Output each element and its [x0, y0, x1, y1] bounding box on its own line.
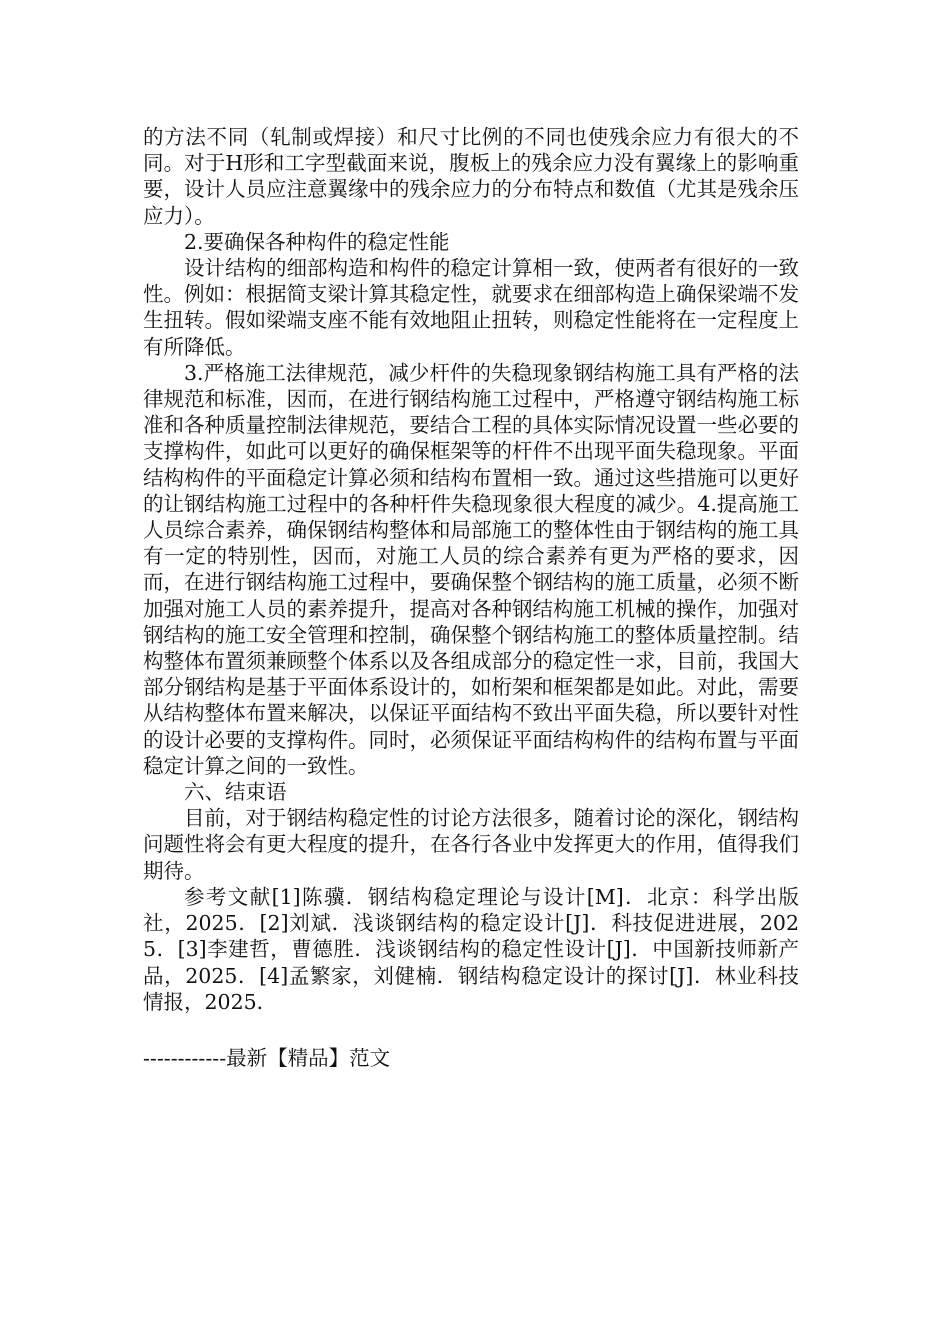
paragraph-construction-regulations: 3.严格施工法律规范，减少杆件的失稳现象钢结构施工具有严格的法律规范和标准，因而，在进行钢结构施工过程中，严格遵守钢结构施工标准和各种质量控制法律规范，要结合工程的具体实际情况设置一些必要的支撑构件，如此可以更好的确保框架等的杆件不出现平面失稳现象。平面结构构件的平面稳定计算必须和结构布置相一致。通过这些措施可以更好的让钢结构施工过程中的各种杆件失稳现象很大程度的减少。4.提高施工人员综合素养，确保钢结构整体和局部施工的整体性由于钢结构的施工具有一定的特别性，因而，对施工人员的综合素养有更为严格的要求，因而，在进行钢结构施工过程中，要确保整个钢结构的施工质量，必须不断加强对施工人员的素养提升，提高对各种钢结构施工机械的操作，加强对钢结构的施工安全管理和控制，确保整个钢结构施工的整体质量控制。结构整体布置须兼顾整个体系以及各组成部分的稳定性一求，目前，我国大部分钢结构是基于平面体系设计的，如桁架和框架都是如此。对此，需要从结构整体布置来解决，以保证平面结构不致出平面失稳，所以要针对性的设计必要的支撑构件。同时，必须保证平面结构构件的结构布置与平面稳定计算之间的一致性。	[143, 360, 799, 778]
paragraph-references: 参考文献[1]陈骥．钢结构稳定理论与设计[M]．北京：科学出版社，2025．[2]刘斌．浅谈钢结构的稳定设计[J]．科技促进进展，2025．[3]李建哲，曹德胜．浅谈钢结构的稳定性设计[J]．中国新技师新产品，2025．[4]孟繁家，刘健楠．钢结构稳定设计的探讨[J]．林业科技情报，2025．	[143, 884, 799, 1014]
paragraph-detail-construction: 设计结构的细部构造和构件的稳定计算相一致，使两者有很好的一致性。例如：根据简支梁计算其稳定性，就要求在细部构造上确保梁端不发生扭转。假如梁端支座不能有效地阻止扭转，则稳定性能将在一定程度上有所降低。	[143, 256, 799, 359]
paragraph-conclusion: 目前，对于钢结构稳定性的讨论方法很多，随着讨论的深化，钢结构问题性将会有更大程度的提升，在各行各业中发挥更大的作用，值得我们期待。	[143, 806, 799, 883]
paragraph-residual-stress: 的方法不同（轧制或焊接）和尺寸比例的不同也使残余应力有很大的不同。对于H形和工字型截面来说，腹板上的残余应力没有翼缘上的影响重要，设计人员应注意翼缘中的残余应力的分布特点和数值（尤其是残余压应力）。	[143, 125, 799, 228]
document-body	[143, 124, 799, 1015]
page-footer: ------------最新【精品】范文	[143, 1046, 391, 1070]
heading-stability-performance: 2.要确保各种构件的稳定性能	[184, 229, 450, 254]
heading-conclusion: 六、结束语	[184, 780, 287, 805]
